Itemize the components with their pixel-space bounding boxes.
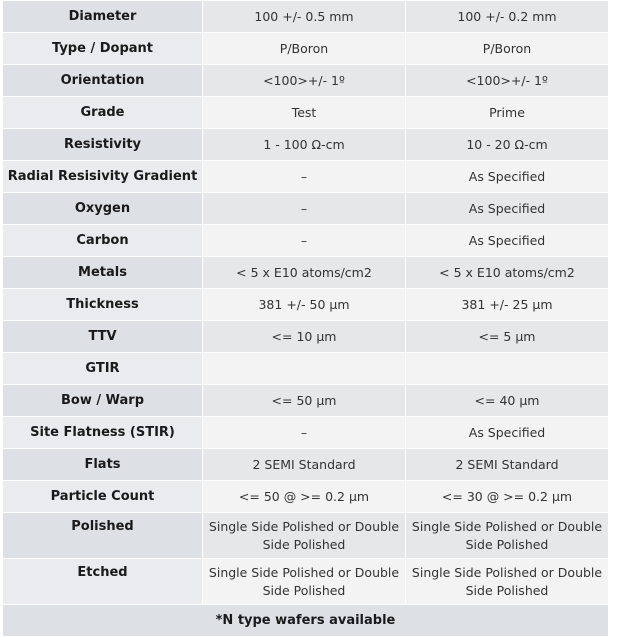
cell-prime: 100 +/- 0.2 mm bbox=[406, 1, 609, 33]
cell-prime: Single Side Polished or Double Side Polished bbox=[406, 513, 609, 559]
cell-prime: 2 SEMI Standard bbox=[406, 449, 609, 481]
cell-prime: As Specified bbox=[406, 193, 609, 225]
table-row bbox=[3, 257, 609, 289]
row-label: Metals bbox=[3, 257, 203, 289]
cell-test: <100>+/- 1º bbox=[203, 65, 406, 97]
table-row bbox=[3, 449, 609, 481]
row-label: Bow / Warp bbox=[3, 385, 203, 417]
cell-prime: 381 +/- 25 µm bbox=[406, 289, 609, 321]
row-label: Diameter bbox=[3, 1, 203, 33]
table-row bbox=[3, 225, 609, 257]
cell-prime: As Specified bbox=[406, 161, 609, 193]
row-label: Radial Resisivity Gradient bbox=[3, 161, 203, 193]
cell-test: 1 - 100 Ω-cm bbox=[203, 129, 406, 161]
cell-prime: 10 - 20 Ω-cm bbox=[406, 129, 609, 161]
row-label: Grade bbox=[3, 97, 203, 129]
cell-prime: <= 40 µm bbox=[406, 385, 609, 417]
table-row bbox=[3, 97, 609, 129]
row-label: Resistivity bbox=[3, 129, 203, 161]
table-row bbox=[3, 481, 609, 513]
table-row bbox=[3, 1, 609, 33]
wafer-spec-table bbox=[2, 0, 609, 637]
cell-test: 100 +/- 0.5 mm bbox=[203, 1, 406, 33]
cell-test: <= 10 µm bbox=[203, 321, 406, 353]
row-label: Thickness bbox=[3, 289, 203, 321]
cell-test: <= 50 µm bbox=[203, 385, 406, 417]
cell-prime: Single Side Polished or Double Side Polished bbox=[406, 559, 609, 605]
row-label: Polished bbox=[3, 513, 203, 559]
cell-prime: < 5 x E10 atoms/cm2 bbox=[406, 257, 609, 289]
table-row bbox=[3, 129, 609, 161]
cell-prime: As Specified bbox=[406, 225, 609, 257]
row-label: Site Flatness (STIR) bbox=[3, 417, 203, 449]
table-row bbox=[3, 161, 609, 193]
cell-test: 2 SEMI Standard bbox=[203, 449, 406, 481]
row-label: Type / Dopant bbox=[3, 33, 203, 65]
cell-prime bbox=[406, 353, 609, 385]
row-label: Particle Count bbox=[3, 481, 203, 513]
row-label: GTIR bbox=[3, 353, 203, 385]
cell-test: – bbox=[203, 225, 406, 257]
table-row bbox=[3, 33, 609, 65]
cell-prime: Prime bbox=[406, 97, 609, 129]
cell-test bbox=[203, 353, 406, 385]
cell-prime: <100>+/- 1º bbox=[406, 65, 609, 97]
cell-test: – bbox=[203, 161, 406, 193]
table-row bbox=[3, 513, 609, 559]
table-row bbox=[3, 321, 609, 353]
cell-test: P/Boron bbox=[203, 33, 406, 65]
table-row bbox=[3, 289, 609, 321]
footer-note: *N type wafers available bbox=[3, 605, 609, 637]
cell-test: Test bbox=[203, 97, 406, 129]
row-label: Etched bbox=[3, 559, 203, 605]
table-row bbox=[3, 353, 609, 385]
table-row bbox=[3, 193, 609, 225]
footer-row bbox=[3, 605, 609, 637]
row-label: Oxygen bbox=[3, 193, 203, 225]
table-row bbox=[3, 417, 609, 449]
cell-test: – bbox=[203, 193, 406, 225]
cell-prime: P/Boron bbox=[406, 33, 609, 65]
row-label: Orientation bbox=[3, 65, 203, 97]
cell-prime: <= 30 @ >= 0.2 µm bbox=[406, 481, 609, 513]
cell-test: – bbox=[203, 417, 406, 449]
cell-test: <= 50 @ >= 0.2 µm bbox=[203, 481, 406, 513]
cell-test: 381 +/- 50 µm bbox=[203, 289, 406, 321]
row-label: Flats bbox=[3, 449, 203, 481]
cell-test: < 5 x E10 atoms/cm2 bbox=[203, 257, 406, 289]
cell-test: Single Side Polished or Double Side Polished bbox=[203, 559, 406, 605]
table-row bbox=[3, 559, 609, 605]
cell-test: Single Side Polished or Double Side Polished bbox=[203, 513, 406, 559]
row-label: TTV bbox=[3, 321, 203, 353]
row-label: Carbon bbox=[3, 225, 203, 257]
table-row bbox=[3, 65, 609, 97]
cell-prime: As Specified bbox=[406, 417, 609, 449]
spec-table-container bbox=[2, 0, 608, 637]
table-row bbox=[3, 385, 609, 417]
cell-prime: <= 5 µm bbox=[406, 321, 609, 353]
